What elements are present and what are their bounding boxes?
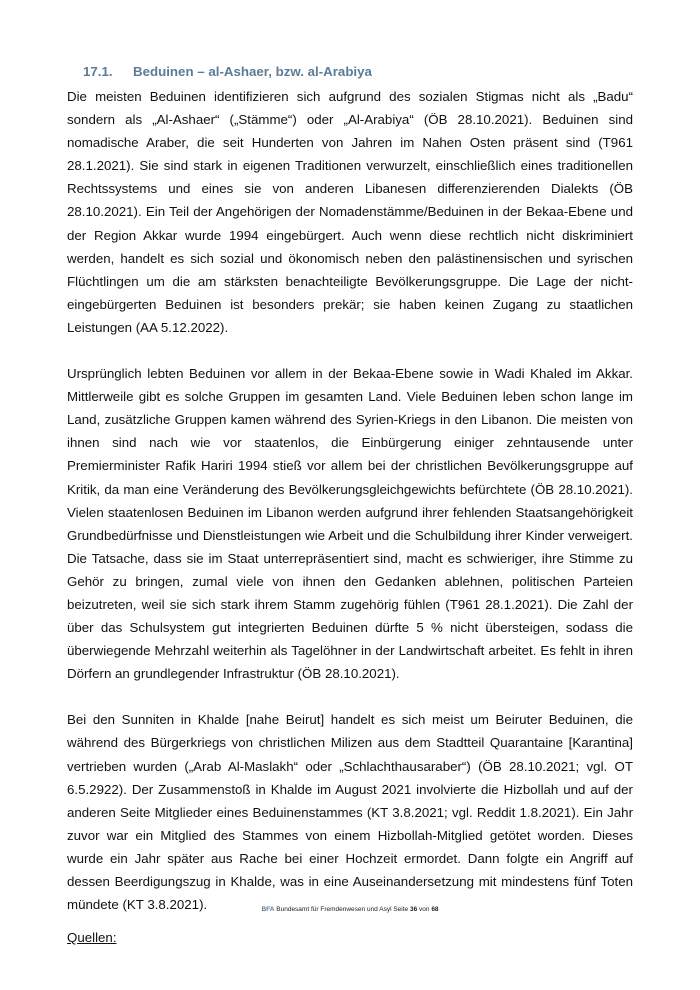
paragraph-2: Ursprünglich lebten Beduinen vor allem in der Bekaa-Ebene sowie in Wadi Khaled im Akkar. Mittlerweile gibt es solche Gruppen im gesamten Land. Viele Beduinen leben schon lange im Land, zusätzliche Gruppen kamen während des Syrien-Kriegs in den Libanon. Die meisten von ihnen sind nach wie vor staatenlos, die Einbürgerung einiger zehntausende unter Premierminister Rafik Hariri 1994 stieß vor allem bei der christlichen Bevölkerungsgruppe auf Kritik, da man eine Veränderung des Bevölkerungsgleichgewichts befürchtete (ÖB 28.10.2021). Vielen staatenlosen Beduinen im Libanon werden aufgrund ihrer fehlenden Staatsangehörigkeit Grundbedürfnisse und Dienstleistungen wie Arbeit und die Schulbildung ihrer Kinder verweigert. Die Tatsache, dass sie im Staat unterrepräsentiert sind, macht es schwieriger, ihre Stimme zu Gehör zu bringen, zumal viele von ihnen den Gedanken ablehnen, politischen Parteien beizutreten, weil sie sich stark ihrem Stamm zugehörig fühlen (T961 28.1.2021). Die Zahl der über das Schulsystem gut integrierten Beduinen dürfte 5 % nicht übersteigen, sodass die überwiegende Mehrzahl weiterhin als Tagelöhner in der Landwirtschaft arbeitet. Es fehlt in ihren Dörfern an grundlegender Infrastruktur (ÖB 28.10.2021). xyxy=(67,366,633,682)
paragraph-3: Bei den Sunniten in Khalde [nahe Beirut] handelt es sich meist um Beiruter Beduinen, die während des Bürgerkriegs von christlichen Milizen aus dem Stadtteil Quarantaine [Karantina] vertrieben wurden („Arab Al-Maslakh“ oder „Schlachthausaraber“) (ÖB 28.10.2021; vgl. OT 6.5.2922). Der Zusammenstoß in Khalde im August 2021 involvierte die Hizbollah und auf der anderen Seite Mitglieder eines Beduinenstammes (KT 3.8.2021; vgl. Reddit 1.8.2021). Ein Jahr zuvor war ein Mitglied des Stammes von einem Hizbollah-Mitglied getötet worden. Dieses wurde ein Jahr später aus Rache bei einer Hochzeit ermordet. Dann folgte ein Angriff auf dessen Beerdigungszug in Khalde, was in eine Auseinandersetzung mit mindestens fünf Toten mündete (KT 3.8.2021). xyxy=(67,712,633,913)
page-footer xyxy=(0,906,700,913)
footer-of-label: von xyxy=(419,906,430,913)
section-heading xyxy=(83,64,633,79)
footer-brand-logo: BFA xyxy=(261,906,275,913)
sources-heading: Quellen: xyxy=(67,930,117,946)
footer-page-number: 36 xyxy=(409,906,418,913)
section-number: 17.1. xyxy=(83,64,113,79)
footer-text: Bundesamt für Fremdenwesen und Asyl Seite xyxy=(276,906,409,913)
paragraph-1: Die meisten Beduinen identifizieren sich aufgrund des sozialen Stigmas nicht als „Badu“ sondern als „Al-Ashaer“ („Stämme“) oder „Al-Arabiya“ (ÖB 28.10.2021). Beduinen sind nomadische Araber, die seit Hunderten von Jahren im Nahen Osten präsent sind (T961 28.1.2021). Sie sind stark in eigenen Traditionen verwurzelt, einschließlich eines traditionellen Rechtssystems und eines sie von anderen Libanesen differenzierenden Dialekts (ÖB 28.10.2021). Ein Teil der Angehörigen der Nomadenstämme/Beduinen in der Bekaa-Ebene und der Region Akkar wurde 1994 eingebürgert. Auch wenn diese rechtlich nicht diskriminiert werden, handelt es sich sozial und ökonomisch neben den palästinensischen und syrischen Flüchtlingen um die am stärksten benachteiligte Bevölkerungsgruppe. Die Lage der nicht-eingebürgerten Beduinen ist besonders prekär; sie haben keinen Zugang zu staatlichen Leistungen (AA 5.12.2022). xyxy=(67,89,633,335)
document-page xyxy=(67,64,633,949)
section-title: Beduinen – al-Ashaer, bzw. al-Arabiya xyxy=(133,64,372,79)
footer-page-total: 68 xyxy=(431,906,439,913)
